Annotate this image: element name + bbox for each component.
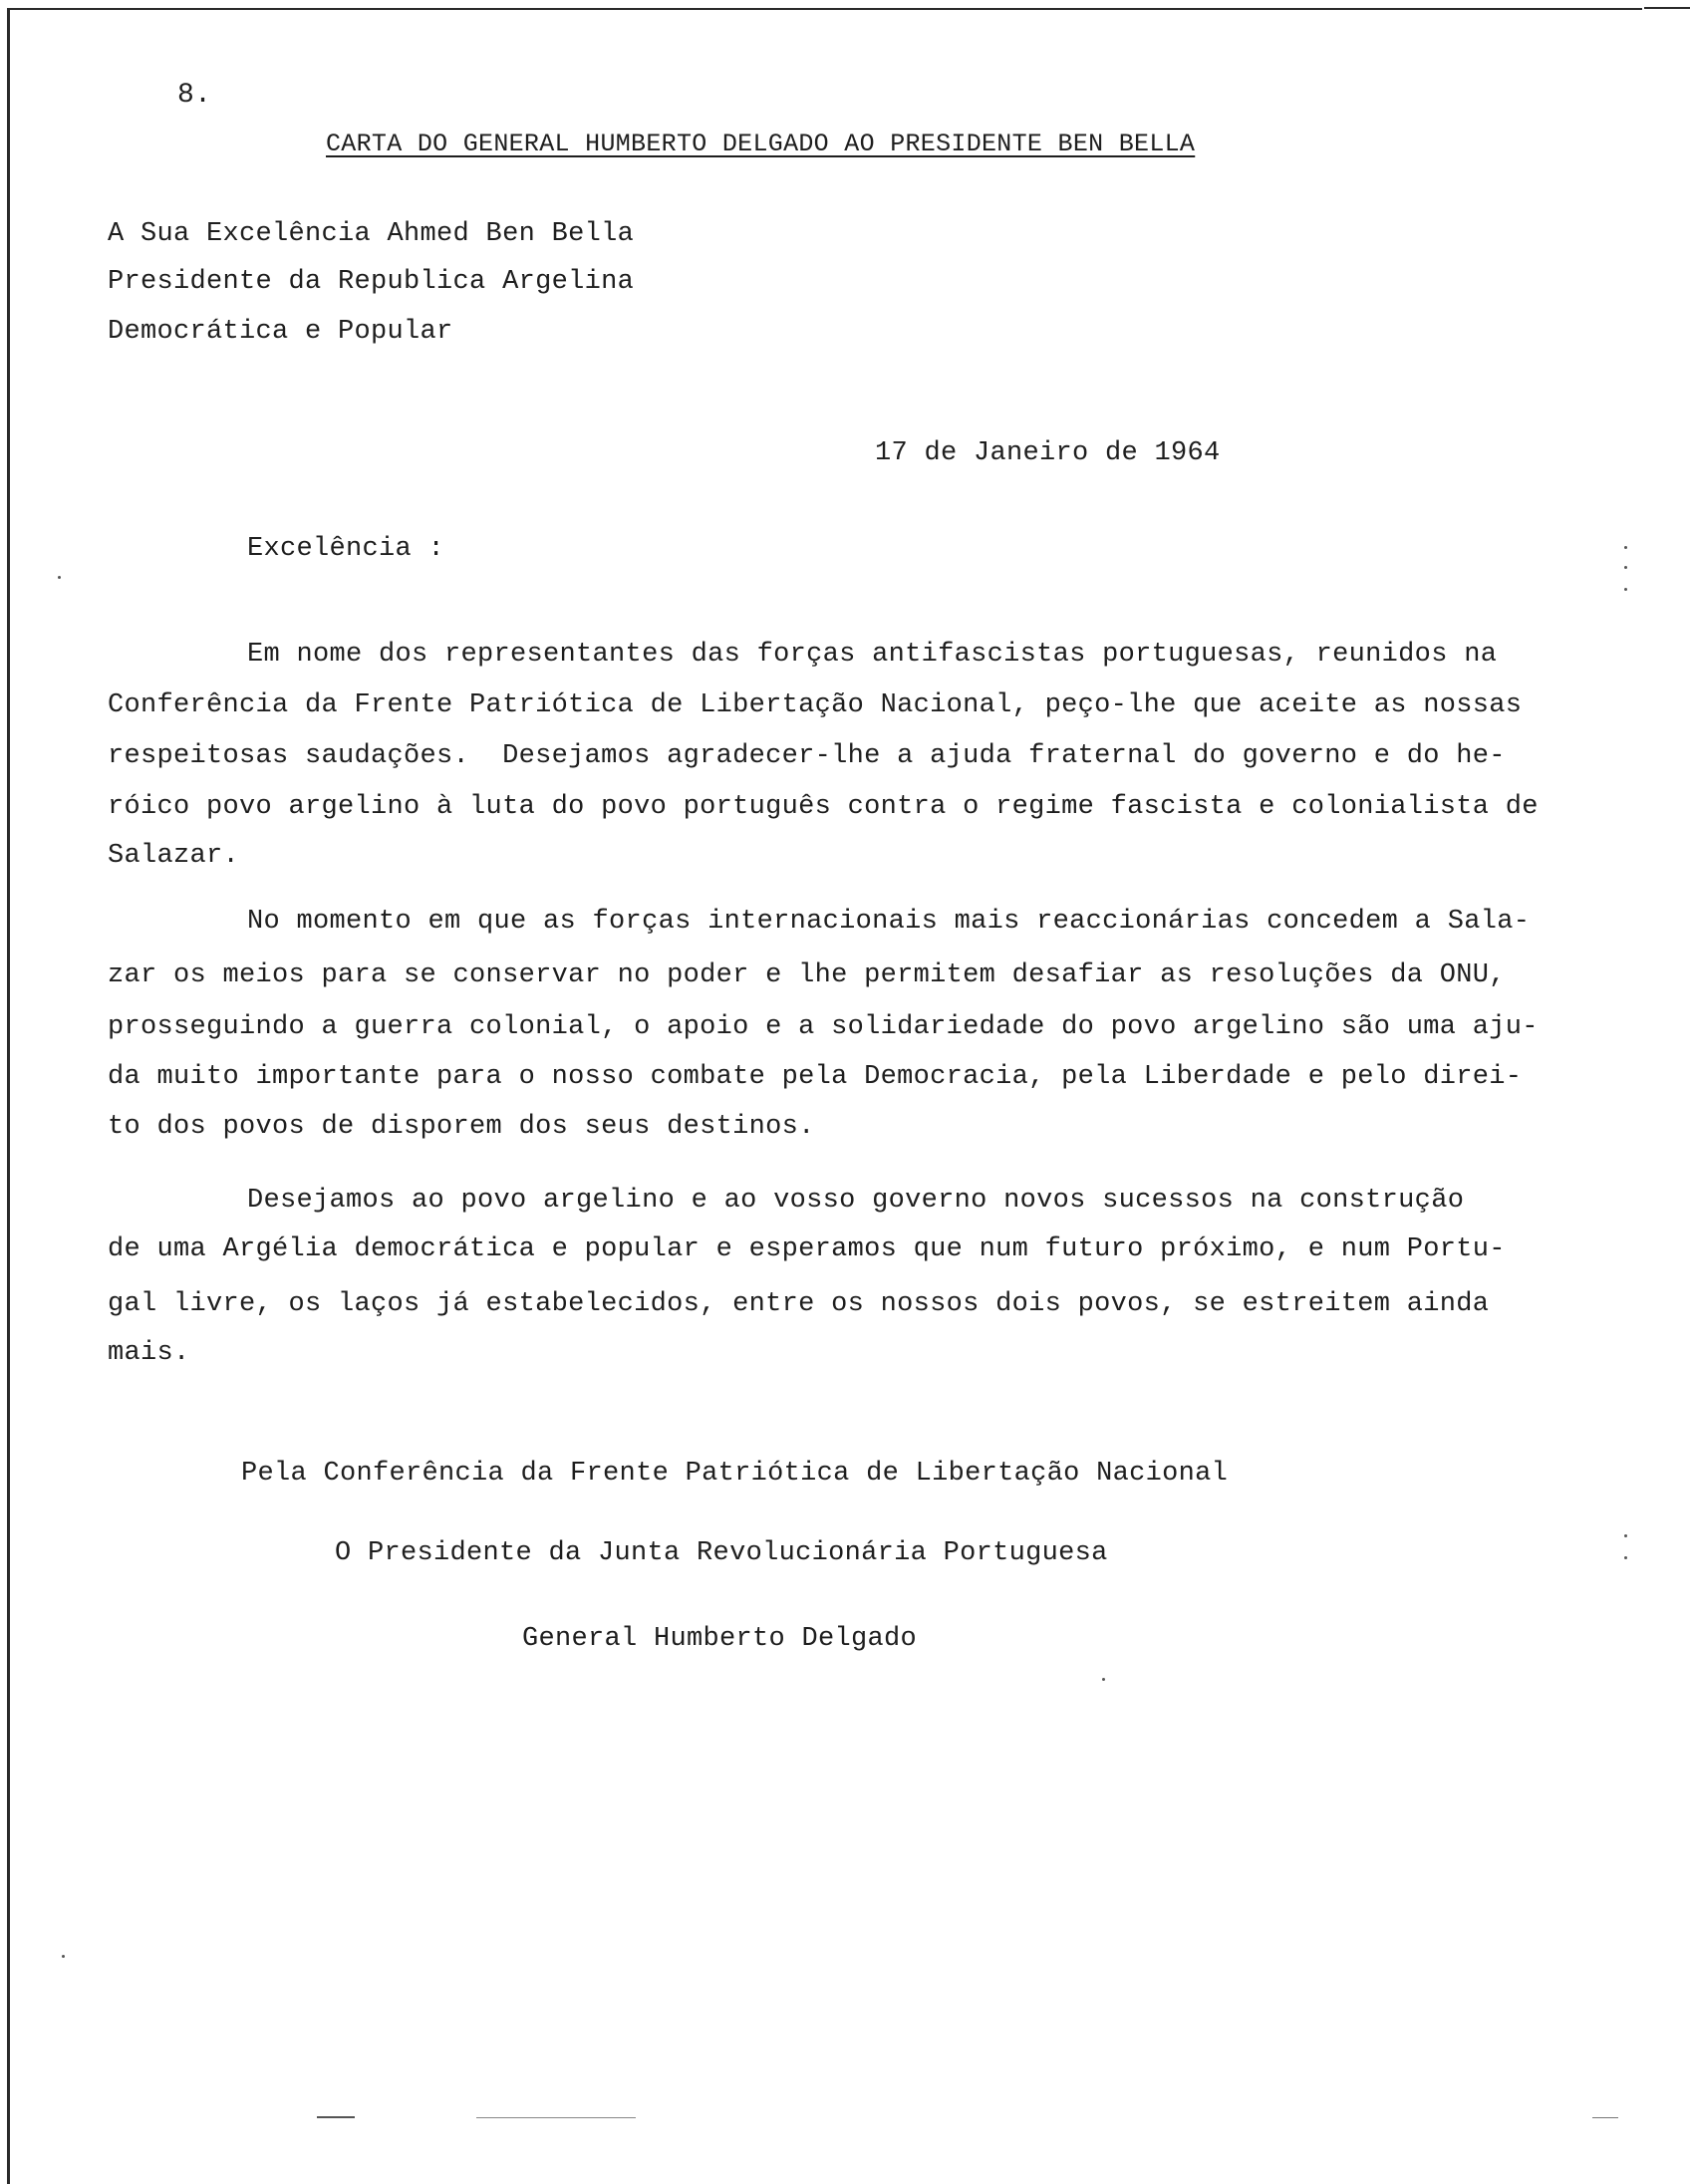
scan-speck bbox=[1624, 546, 1627, 549]
paragraph-3-line-4: mais. bbox=[108, 1338, 190, 1368]
scan-speck bbox=[58, 576, 61, 579]
scan-border-top bbox=[8, 8, 1642, 10]
scan-border-top-right bbox=[1644, 7, 1690, 9]
letter-title: CARTA DO GENERAL HUMBERTO DELGADO AO PRESIDENTE BEN BELLA bbox=[326, 130, 1196, 158]
paragraph-2-line-2: zar os meios para se conservar no poder e lhe permitem desafiar as resoluções da ONU, bbox=[108, 960, 1506, 990]
paragraph-1-line-2: Conferência da Frente Patriótica de Libertação Nacional, peço-lhe que aceite as nossas bbox=[108, 690, 1523, 720]
paragraph-3-line-2: de uma Argélia democrática e popular e esperamos que num futuro próximo, e num Portu- bbox=[108, 1234, 1506, 1264]
signature-line-3: General Humberto Delgado bbox=[522, 1624, 918, 1654]
paragraph-3-line-1: Desejamos ao povo argelino e ao vosso governo novos sucessos na construção bbox=[247, 1186, 1465, 1216]
paragraph-2-line-4: da muito importante para o nosso combate pela Democracia, pela Liberdade e pelo direi- bbox=[108, 1062, 1523, 1092]
scan-mark bbox=[317, 2116, 355, 2118]
paragraph-2-line-3: prosseguindo a guerra colonial, o apoio e a solidariedade do povo argelino são uma aju- bbox=[108, 1012, 1539, 1042]
signature-line-2: O Presidente da Junta Revolucionária Portuguesa bbox=[335, 1538, 1108, 1568]
scan-speck bbox=[1624, 1556, 1627, 1559]
paragraph-3-line-3: gal livre, os laços já estabelecidos, entre os nossos dois povos, se estreitem ainda bbox=[108, 1289, 1490, 1319]
paragraph-1-line-1: Em nome dos representantes das forças antifascistas portuguesas, reunidos na bbox=[247, 640, 1498, 670]
scan-speck bbox=[1624, 588, 1627, 591]
scan-mark bbox=[1592, 2117, 1618, 2118]
letter-date: 17 de Janeiro de 1964 bbox=[875, 438, 1221, 468]
scan-border-left bbox=[7, 8, 10, 2184]
scan-speck bbox=[1624, 566, 1627, 569]
scan-speck bbox=[1102, 1678, 1105, 1681]
scan-speck bbox=[62, 1955, 65, 1958]
scan-mark bbox=[476, 2117, 636, 2118]
paragraph-1-line-4: róico povo argelino à luta do povo português contra o regime fascista e colonialista de bbox=[108, 792, 1539, 822]
address-line-1: A Sua Excelência Ahmed Ben Bella bbox=[108, 219, 635, 249]
paragraph-1-line-5: Salazar. bbox=[108, 841, 240, 871]
paragraph-2-line-1: No momento em que as forças internacionais mais reaccionárias concedem a Sala- bbox=[247, 907, 1531, 937]
signature-line-1: Pela Conferência da Frente Patriótica de Libertação Nacional bbox=[241, 1459, 1229, 1489]
paragraph-2-line-5: to dos povos de disporem dos seus destinos. bbox=[108, 1112, 815, 1142]
paragraph-1-line-3: respeitosas saudações. Desejamos agradecer-lhe a ajuda fraternal do governo e do he- bbox=[108, 741, 1506, 771]
address-line-2: Presidente da Republica Argelina bbox=[108, 267, 635, 297]
salutation: Excelência : bbox=[247, 534, 445, 564]
address-line-3: Democrática e Popular bbox=[108, 317, 453, 347]
page-number: 8. bbox=[177, 80, 212, 111]
scan-speck bbox=[1624, 1534, 1627, 1537]
